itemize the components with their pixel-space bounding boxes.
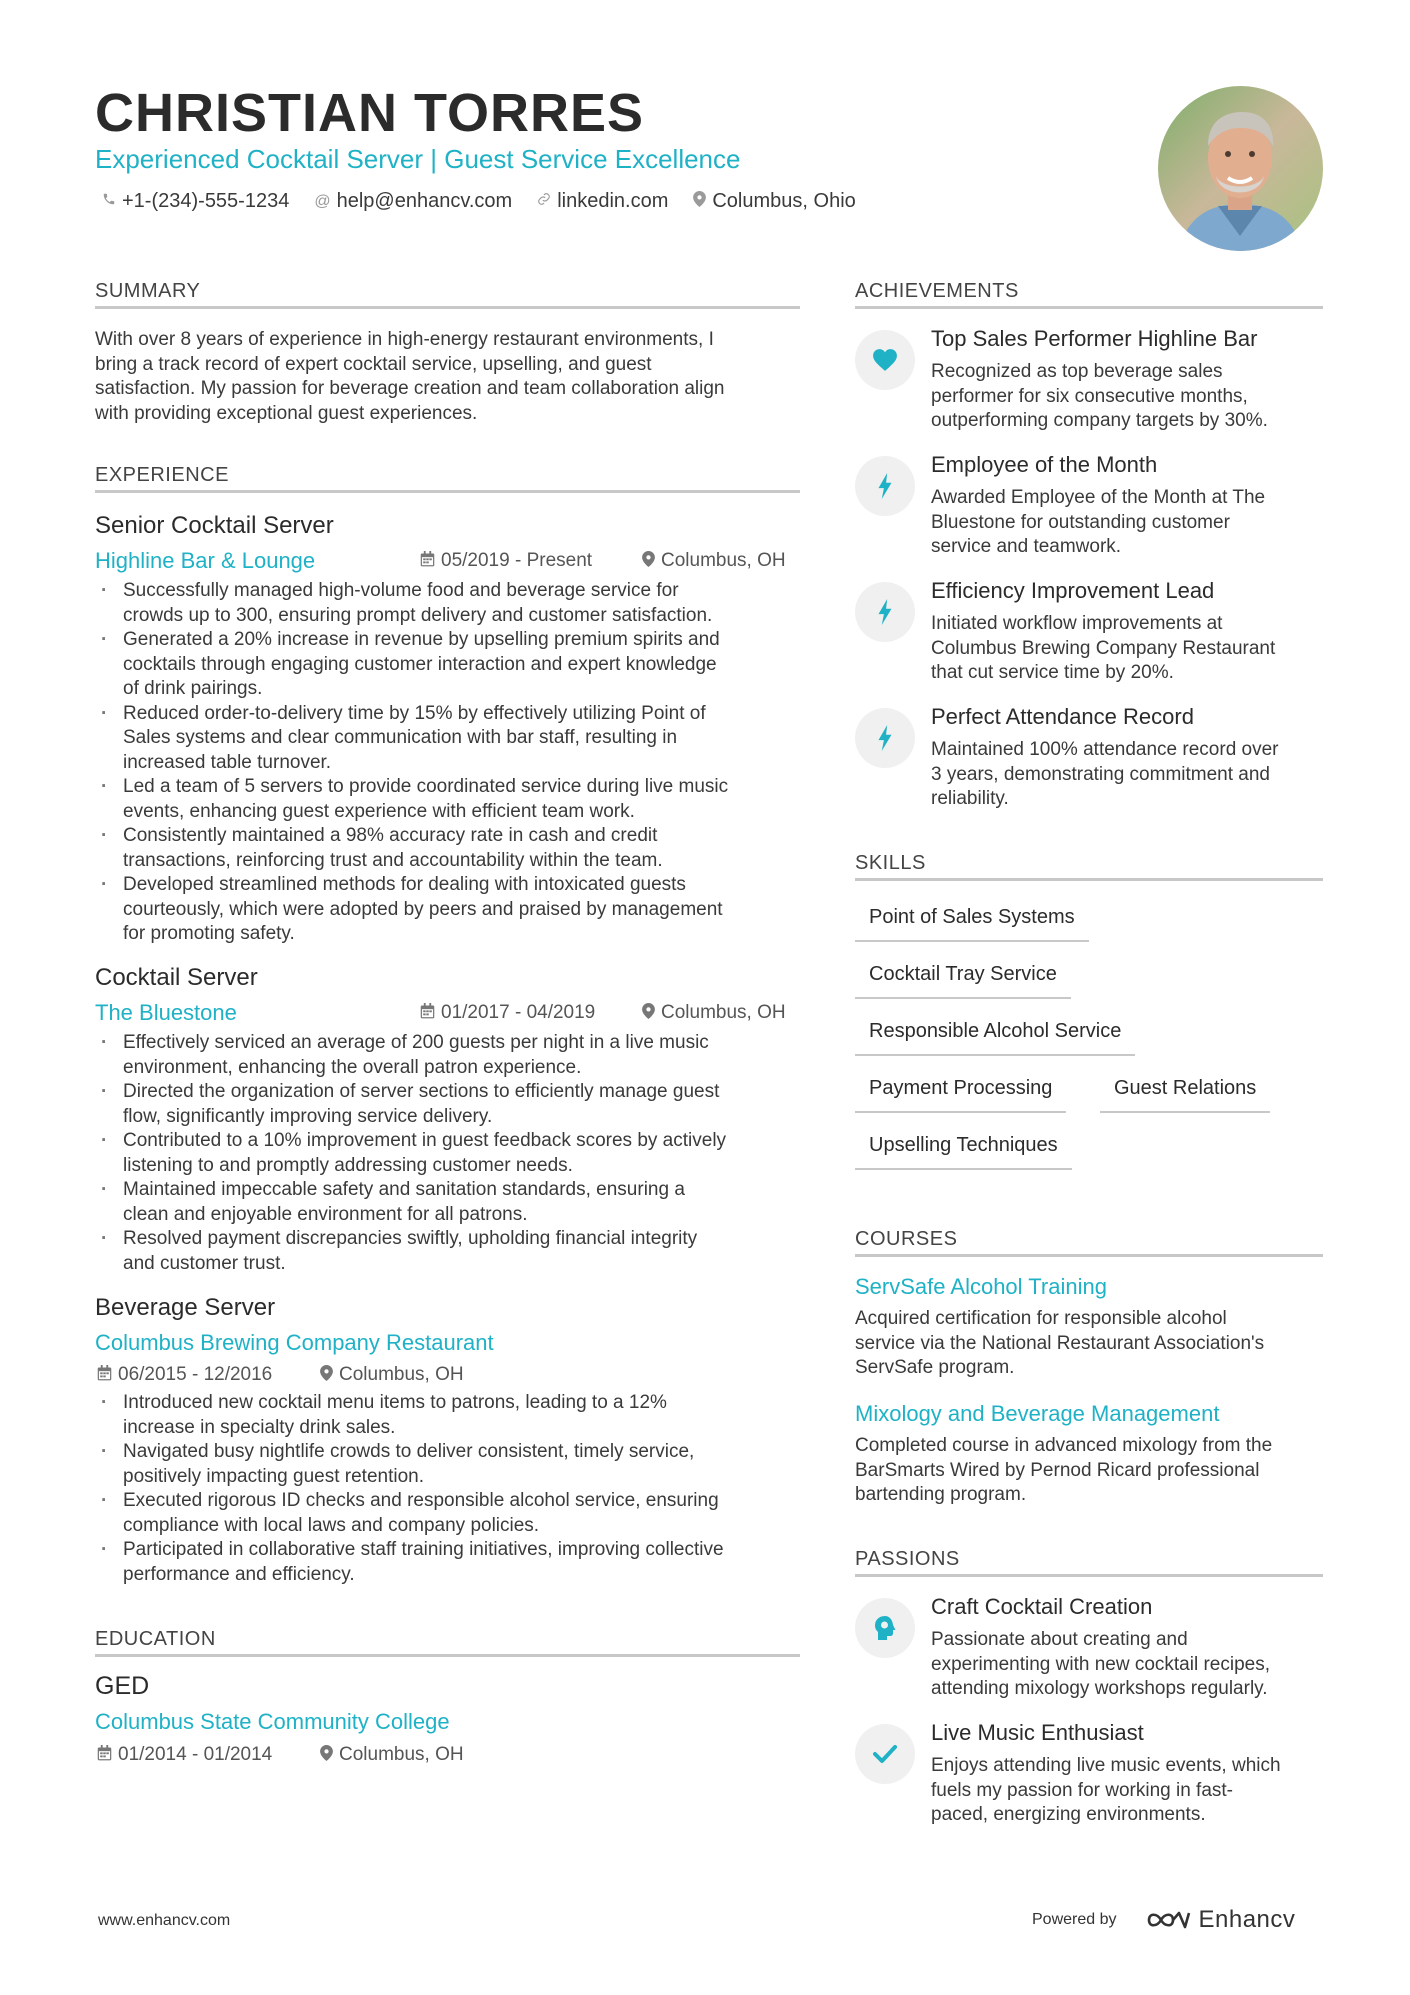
summary-heading: SUMMARY [95,280,201,302]
achievement-item [855,452,1323,562]
job-location [642,550,786,572]
bullet-item: · Reduced order-to-delivery time by 15% by effectively utilizing Point of Sales systems and clear communication with bar staff, resulting in increased table turnover. [95,702,800,776]
job-bullets [95,1031,800,1276]
location-text: Columbus, Ohio [712,190,856,212]
contact-email[interactable] [314,190,512,213]
courses-heading: COURSES [855,1228,958,1250]
job-dates-text: 01/2017 - 04/2019 [441,1002,596,1023]
skill-tag: Payment Processing [855,1071,1066,1113]
bullet-item: · Directed the organization of server sections to efficiently manage guest flow, significantly improving service delivery. [95,1080,800,1129]
achievement-item [855,326,1323,436]
bullet-item: · Resolved payment discrepancies swiftly, upholding financial integrity and customer trust. [95,1227,800,1276]
courses-divider [855,1254,1323,1257]
education-location-text: Columbus, OH [339,1744,464,1765]
phone-text: +1-(234)-555-1234 [122,190,290,212]
achievement-title: Employee of the Month [931,452,1158,477]
email-text: help@enhancv.com [336,190,513,212]
job-title: Beverage Server [95,1294,276,1321]
enhancv-logo-icon [1145,1908,1191,1932]
job-bullets [95,579,800,947]
bullet-item: · Successfully managed high-volume food and beverage service for crowds up to 300, ensuring prompt delivery and customer satisfaction. [95,579,800,628]
job-bullets [95,1391,800,1587]
job-company: Columbus Brewing Company Restaurant [95,1330,494,1355]
bullet-item: · Consistently maintained a 98% accuracy rate in cash and credit transactions, reinforcing trust and accountability within the team. [95,824,800,873]
location-pin-icon [642,551,655,572]
passions-divider [855,1574,1323,1577]
course-desc: Acquired certification for responsible alcohol service via the National Restaurant Association's ServSafe program. [855,1308,1265,1378]
bullet-item: · Introduced new cocktail menu items to patrons, leading to a 12% increase in specialty drink sales. [95,1391,800,1440]
education-dates-text: 01/2014 - 01/2014 [118,1744,273,1765]
calendar-icon [420,1003,435,1024]
bullet-item: · Generated a 20% increase in revenue by upselling premium spirits and cocktails through engaging customer interaction and expert knowledge of drink pairings. [95,628,800,702]
achievement-desc: Initiated workflow improvements at Columbus Brewing Company Restaurant that cut service time by 20%. [931,613,1276,683]
heart-icon [855,330,915,390]
candidate-name: CHRISTIAN TORRES [95,83,645,143]
calendar-icon [420,551,435,572]
achievement-title: Efficiency Improvement Lead [931,578,1215,603]
job-title: Senior Cocktail Server [95,512,334,539]
contact-linkedin[interactable] [537,190,668,213]
job-dates-text: 05/2019 - Present [441,550,593,571]
bullet-item: · Navigated busy nightlife crowds to deliver consistent, timely service, positively impacting guest retention. [95,1440,800,1489]
powered-by-label: Powered by [1032,1911,1117,1928]
summary-line: with providing exceptional guest experiences. [95,402,478,424]
lightning-icon [855,582,915,642]
job-location [320,1364,464,1386]
linkedin-text: linkedin.com [557,190,669,212]
achievements-heading: ACHIEVEMENTS [855,280,1019,302]
education-divider [95,1654,800,1657]
bullet-item: · Maintained impeccable safety and sanitation standards, ensuring a clean and enjoyable environment for all patrons. [95,1178,800,1227]
experience-heading: EXPERIENCE [95,464,229,486]
profile-photo [1158,86,1323,251]
job-dates [420,550,592,572]
summary-text [95,328,800,426]
phone-icon [102,192,116,211]
achievements-divider [855,306,1323,309]
bullet-item: · Participated in collaborative staff training initiatives, improving collective performance and efficiency. [95,1538,800,1587]
passion-title: Live Music Enthusiast [931,1720,1144,1745]
education-dates [97,1744,272,1766]
job-company: Highline Bar & Lounge [95,548,316,573]
location-pin-icon [642,1003,655,1024]
job-dates-text: 06/2015 - 12/2016 [118,1364,273,1385]
passion-desc: Passionate about creating and experimenting with new cocktail recipes, attending mixology workshops regularly. [931,1629,1270,1699]
candidate-headline: Experienced Cocktail Server | Guest Service Excellence [95,144,741,174]
achievement-desc: Recognized as top beverage sales performer for six consecutive months, outperforming company targets by 30%. [931,361,1268,431]
achievement-desc: Maintained 100% attendance record over 3 years, demonstrating commitment and reliability. [931,739,1279,809]
lightning-icon [855,456,915,516]
job-dates [97,1364,272,1386]
education-location [320,1744,464,1766]
head-brain-icon [855,1598,915,1658]
contact-location [693,190,855,213]
job-dates [420,1002,595,1024]
bullet-item: · Led a team of 5 servers to provide coordinated service during live music events, enhancing guest experience with efficient team work. [95,775,800,824]
bullet-item: · Developed streamlined methods for dealing with intoxicated guests courteously, which were adopted by peers and praised by management for promoting safety. [95,873,800,947]
contact-bar [102,190,881,213]
achievement-desc: Awarded Employee of the Month at The Bluestone for outstanding customer service and teamwork. [931,487,1266,557]
job-location [642,1002,786,1024]
summary-divider [95,306,800,309]
experience-divider [95,490,800,493]
location-pin-icon [320,1365,333,1386]
enhancv-brand: Enhancv [1198,1906,1296,1933]
job-title: Cocktail Server [95,964,258,991]
footer-branding [1032,1906,1295,1934]
bullet-item: · Executed rigorous ID checks and responsible alcohol service, ensuring compliance with local laws and company policies. [95,1489,800,1538]
bullet-item: · Contributed to a 10% improvement in guest feedback scores by actively listening to and promptly addressing customer needs. [95,1129,800,1178]
summary-line: bring a track record of expert cocktail service, upselling, and guest [95,353,652,375]
course-title: Mixology and Beverage Management [855,1401,1220,1426]
skills-divider [855,878,1323,881]
achievement-title: Perfect Attendance Record [931,704,1194,729]
calendar-icon [97,1365,112,1386]
achievement-item [855,578,1323,688]
achievement-item [855,704,1323,814]
passions-heading: PASSIONS [855,1548,960,1570]
course-desc: Completed course in advanced mixology from the BarSmarts Wired by Pernod Ricard professional bartending program. [855,1435,1273,1505]
checkmark-icon [855,1724,915,1784]
passion-item [855,1594,1323,1704]
passion-title: Craft Cocktail Creation [931,1594,1153,1619]
link-icon [537,192,551,211]
lightning-icon [855,708,915,768]
job-location-text: Columbus, OH [661,550,786,571]
job-location-text: Columbus, OH [661,1002,786,1023]
education-heading: EDUCATION [95,1628,216,1650]
location-pin-icon [693,191,706,212]
skill-tag: Point of Sales Systems [855,900,1089,942]
contact-phone[interactable] [102,190,289,213]
job-location-text: Columbus, OH [339,1364,464,1385]
school-name: Columbus State Community College [95,1709,450,1734]
location-pin-icon [320,1745,333,1766]
skill-tag: Cocktail Tray Service [855,957,1071,999]
achievement-title: Top Sales Performer Highline Bar [931,326,1258,351]
skills-heading: SKILLS [855,852,926,874]
calendar-icon [97,1745,112,1766]
job-company: The Bluestone [95,1000,237,1025]
summary-line: satisfaction. My passion for beverage creation and team collaboration align [95,378,725,399]
course-title: ServSafe Alcohol Training [855,1274,1107,1299]
summary-line: With over 8 years of experience in high-energy restaurant environments, I [95,329,714,350]
at-icon: @ [314,192,331,210]
bullet-item: · Effectively serviced an average of 200 guests per night in a live music environment, enhancing the overall patron experience. [95,1031,800,1080]
skill-tag: Responsible Alcohol Service [855,1014,1135,1056]
skill-tag: Upselling Techniques [855,1128,1072,1170]
passion-desc: Enjoys attending live music events, which fuels my passion for working in fast- paced, energizing environments. [931,1755,1281,1825]
footer-website-link[interactable]: www.enhancv.com [98,1912,231,1929]
skill-tag: Guest Relations [1100,1071,1270,1113]
degree: GED [95,1672,150,1700]
passion-item [855,1720,1323,1830]
